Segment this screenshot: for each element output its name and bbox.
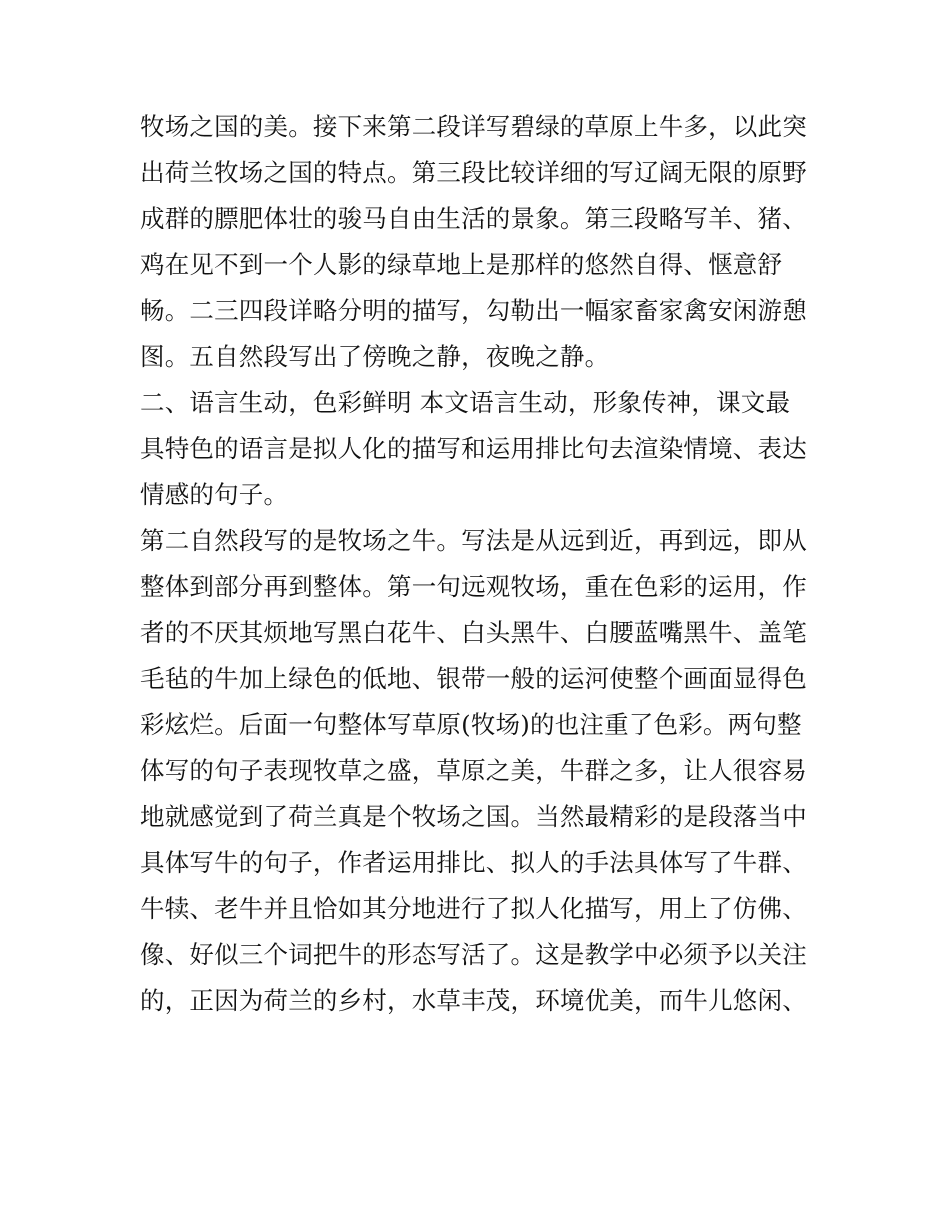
text-line: 畅。二三四段详略分明的描写，勾勒出一幅家畜家禽安闲游憩: [140, 296, 807, 325]
text-line: 出荷兰牧场之国的特点。第三段比较详细的写辽阔无限的原野: [140, 158, 807, 187]
text-line: 具体写牛的句子，作者运用排比、拟人的手法具体写了牛群、: [140, 848, 807, 877]
text-line: 毛毡的牛加上绿色的低地、银带一般的运河使整个画面显得色: [140, 664, 807, 693]
text-line: 牛犊、老牛并且恰如其分地进行了拟人化描写，用上了仿佛、: [140, 894, 807, 923]
text-line: 第二自然段写的是牧场之牛。写法是从远到近，再到远，即从: [140, 526, 807, 555]
text-line: 牧场之国的美。接下来第二段详写碧绿的草原上牛多，以此突: [140, 112, 807, 141]
text-line: 情感的句子。: [140, 480, 289, 509]
text-line: 的，正因为荷兰的乡村，水草丰茂，环境优美，而牛儿悠闲、: [140, 986, 807, 1015]
text-line: 者的不厌其烦地写黑白花牛、白头黑牛、白腰蓝嘴黑牛、盖笔: [140, 618, 807, 647]
text-line: 具特色的语言是拟人化的描写和运用排比句去渲染情境、表达: [140, 434, 807, 463]
text-line: 地就感觉到了荷兰真是个牧场之国。当然最精彩的是段落当中: [140, 802, 807, 831]
text-line: 彩炫烂。后面一句整体写草原(牧场)的也注重了色彩。两句整: [140, 710, 802, 739]
text-line: 二、语言生动，色彩鲜明 本文语言生动，形象传神，课文最: [140, 388, 791, 417]
body-text: [140, 104, 820, 1024]
text-line: 成群的膘肥体壮的骏马自由生活的景象。第三段略写羊、猪、: [140, 204, 807, 233]
text-line: 图。五自然段写出了傍晚之静，夜晚之静。: [140, 342, 610, 371]
text-line: 鸡在见不到一个人影的绿草地上是那样的悠然自得、惬意舒: [140, 250, 783, 279]
text-line: 整体到部分再到整体。第一句远观牧场，重在色彩的运用，作: [140, 572, 807, 601]
text-line: 像、好似三个词把牛的形态写活了。这是教学中必须予以关注: [140, 940, 807, 969]
text-line: 体写的句子表现牧草之盛，草原之美，牛群之多，让人很容易: [140, 756, 807, 785]
